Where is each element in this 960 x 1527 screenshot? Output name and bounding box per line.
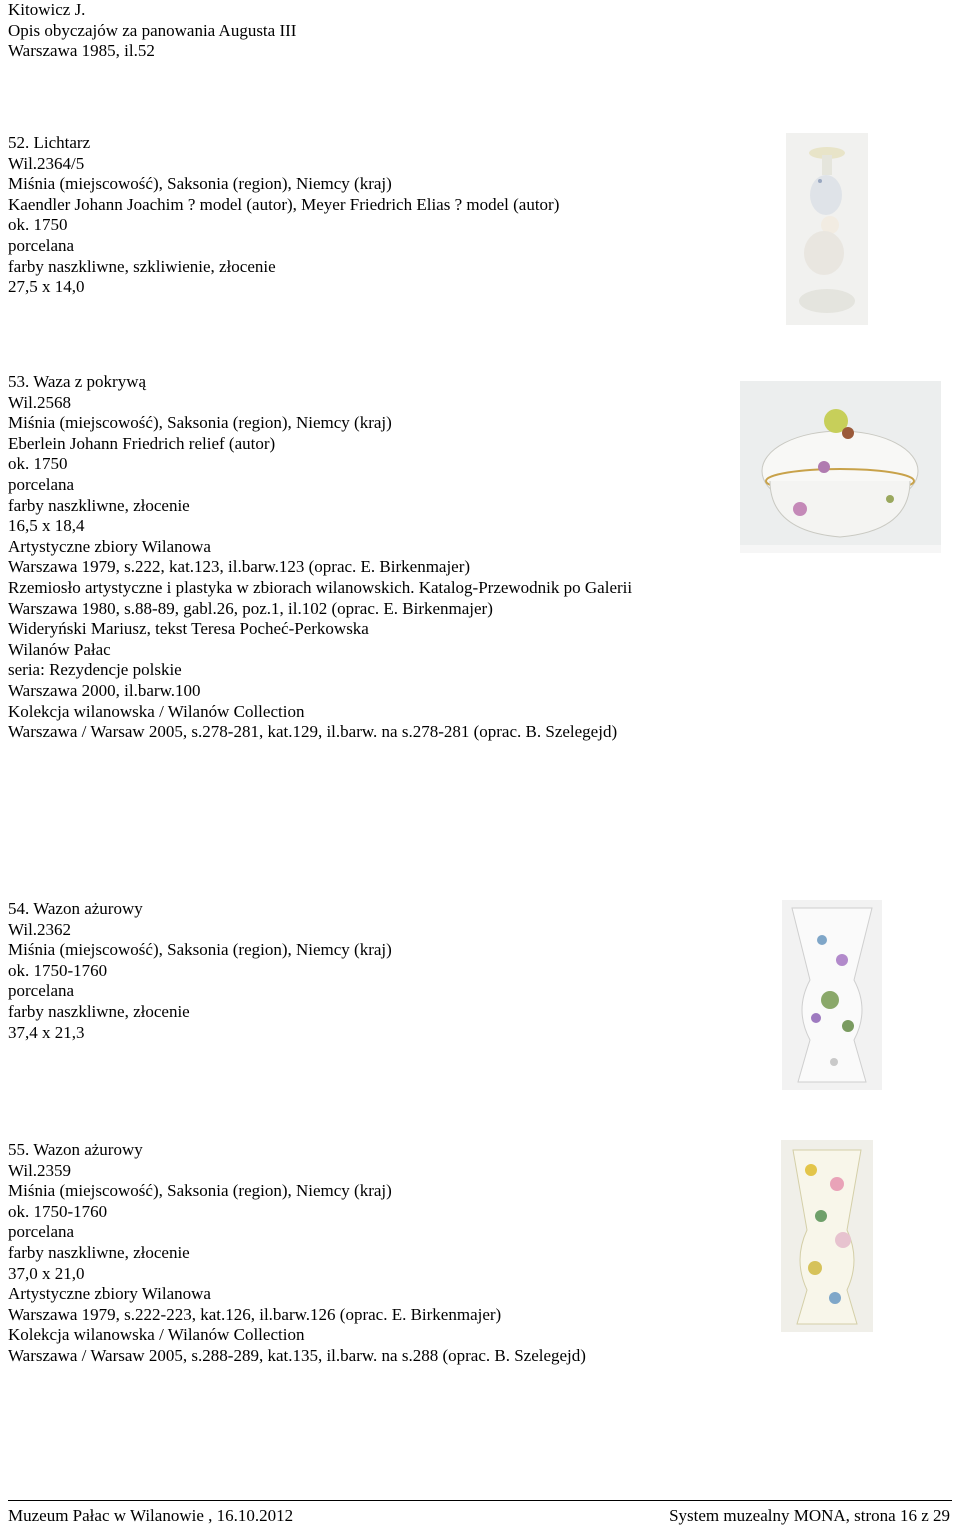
author: Kaendler Johann Joachim ? model (autor), Meyer Friedrich Elias ? model (autor) — [8, 194, 560, 214]
dimensions: 37,4 x 21,3 — [8, 1022, 85, 1042]
catalog-entry-53 — [8, 372, 632, 743]
entry-title: 54. Wazon ażurowy — [8, 899, 143, 918]
entry-title: 55. Wazon ażurowy — [8, 1140, 143, 1159]
technique: farby naszkliwne, złocenie — [8, 495, 190, 515]
dimensions: 16,5 x 18,4 — [8, 516, 85, 536]
literature-detail: Warszawa 2000, il.barw.100 — [8, 680, 201, 700]
literature-detail: Warszawa 1979, s.222-223, kat.126, il.barw.126 (oprac. E. Birkenmajer) — [8, 1304, 502, 1324]
origin: Miśnia (miejscowość), Saksonia (region), Niemcy (kraj) — [8, 413, 392, 433]
dimensions: 37,0 x 21,0 — [8, 1263, 85, 1283]
openwork-vase-photo-55 — [781, 1140, 873, 1332]
candlestick-figure-icon — [786, 133, 868, 325]
tureen-photo — [740, 381, 941, 553]
literature-title: Kolekcja wilanowska / Wilanów Collection — [8, 1325, 305, 1345]
literature-title: Artystyczne zbiory Wilanowa — [8, 1284, 211, 1304]
origin: Miśnia (miejscowość), Saksonia (region), Niemcy (kraj) — [8, 1181, 392, 1201]
entry-title: 53. Waza z pokrywą — [8, 372, 147, 391]
vase-icon — [782, 900, 882, 1090]
catalog-entry-54 — [8, 899, 392, 1043]
material: porcelana — [8, 235, 75, 255]
date: ok. 1750 — [8, 215, 68, 235]
text-line: Warszawa 1985, il.52 — [8, 41, 155, 61]
entry-title: 52. Lichtarz — [8, 133, 91, 152]
openwork-vase-photo-54 — [782, 900, 882, 1090]
intro-reference — [8, 0, 296, 62]
inventory-number: Wil.2568 — [8, 392, 72, 412]
material: porcelana — [8, 981, 75, 1001]
literature-detail: Warszawa / Warsaw 2005, s.288-289, kat.135, il.barw. na s.288 (oprac. B. Szelegejd) — [8, 1345, 586, 1365]
inventory-number: Wil.2362 — [8, 919, 72, 939]
date: ok. 1750-1760 — [8, 1201, 108, 1221]
inventory-number: Wil.2364/5 — [8, 153, 85, 173]
vase-icon — [781, 1140, 873, 1332]
author: Eberlein Johann Friedrich relief (autor) — [8, 433, 276, 453]
date: ok. 1750 — [8, 454, 68, 474]
origin: Miśnia (miejscowość), Saksonia (region), Niemcy (kraj) — [8, 174, 392, 194]
literature-title: Wideryński Mariusz, tekst Teresa Pocheć-Perkowska — [8, 619, 369, 639]
literature-detail: Wilanów Pałac — [8, 639, 111, 659]
footer-divider — [8, 1500, 952, 1501]
catalog-entry-55 — [8, 1140, 586, 1367]
text-line: Opis obyczajów za panowania Augusta III — [8, 20, 297, 40]
text-line: Kitowicz J. — [8, 0, 86, 19]
literature-detail: Warszawa 1979, s.222, kat.123, il.barw.123 (oprac. E. Birkenmajer) — [8, 557, 471, 577]
footer-museum-date: Muzeum Pałac w Wilanowie , 16.10.2012 — [8, 1506, 294, 1525]
dimensions: 27,5 x 14,0 — [8, 277, 85, 297]
material: porcelana — [8, 1222, 75, 1242]
footer-page-info: System muzealny MONA, strona 16 z 29 — [669, 1506, 950, 1525]
catalog-entry-52 — [8, 133, 559, 298]
date: ok. 1750-1760 — [8, 960, 108, 980]
literature-detail: Warszawa / Warsaw 2005, s.278-281, kat.129, il.barw. na s.278-281 (oprac. B. Szelegejd) — [8, 722, 618, 742]
literature-title: Artystyczne zbiory Wilanowa — [8, 536, 211, 556]
technique: farby naszkliwne, złocenie — [8, 1242, 190, 1262]
origin: Miśnia (miejscowość), Saksonia (region), Niemcy (kraj) — [8, 940, 392, 960]
literature-title: Rzemiosło artystyczne i plastyka w zbiorach wilanowskich. Katalog-Przewodnik po Galerii — [8, 577, 633, 597]
tureen-icon — [740, 381, 941, 553]
material: porcelana — [8, 474, 75, 494]
technique: farby naszkliwne, szkliwienie, złocenie — [8, 256, 276, 276]
literature-detail: seria: Rezydencje polskie — [8, 660, 182, 680]
literature-title: Kolekcja wilanowska / Wilanów Collection — [8, 701, 305, 721]
inventory-number: Wil.2359 — [8, 1160, 72, 1180]
literature-detail: Warszawa 1980, s.88-89, gabl.26, poz.1, il.102 (oprac. E. Birkenmajer) — [8, 598, 493, 618]
technique: farby naszkliwne, złocenie — [8, 1001, 190, 1021]
candlestick-photo — [786, 133, 868, 325]
